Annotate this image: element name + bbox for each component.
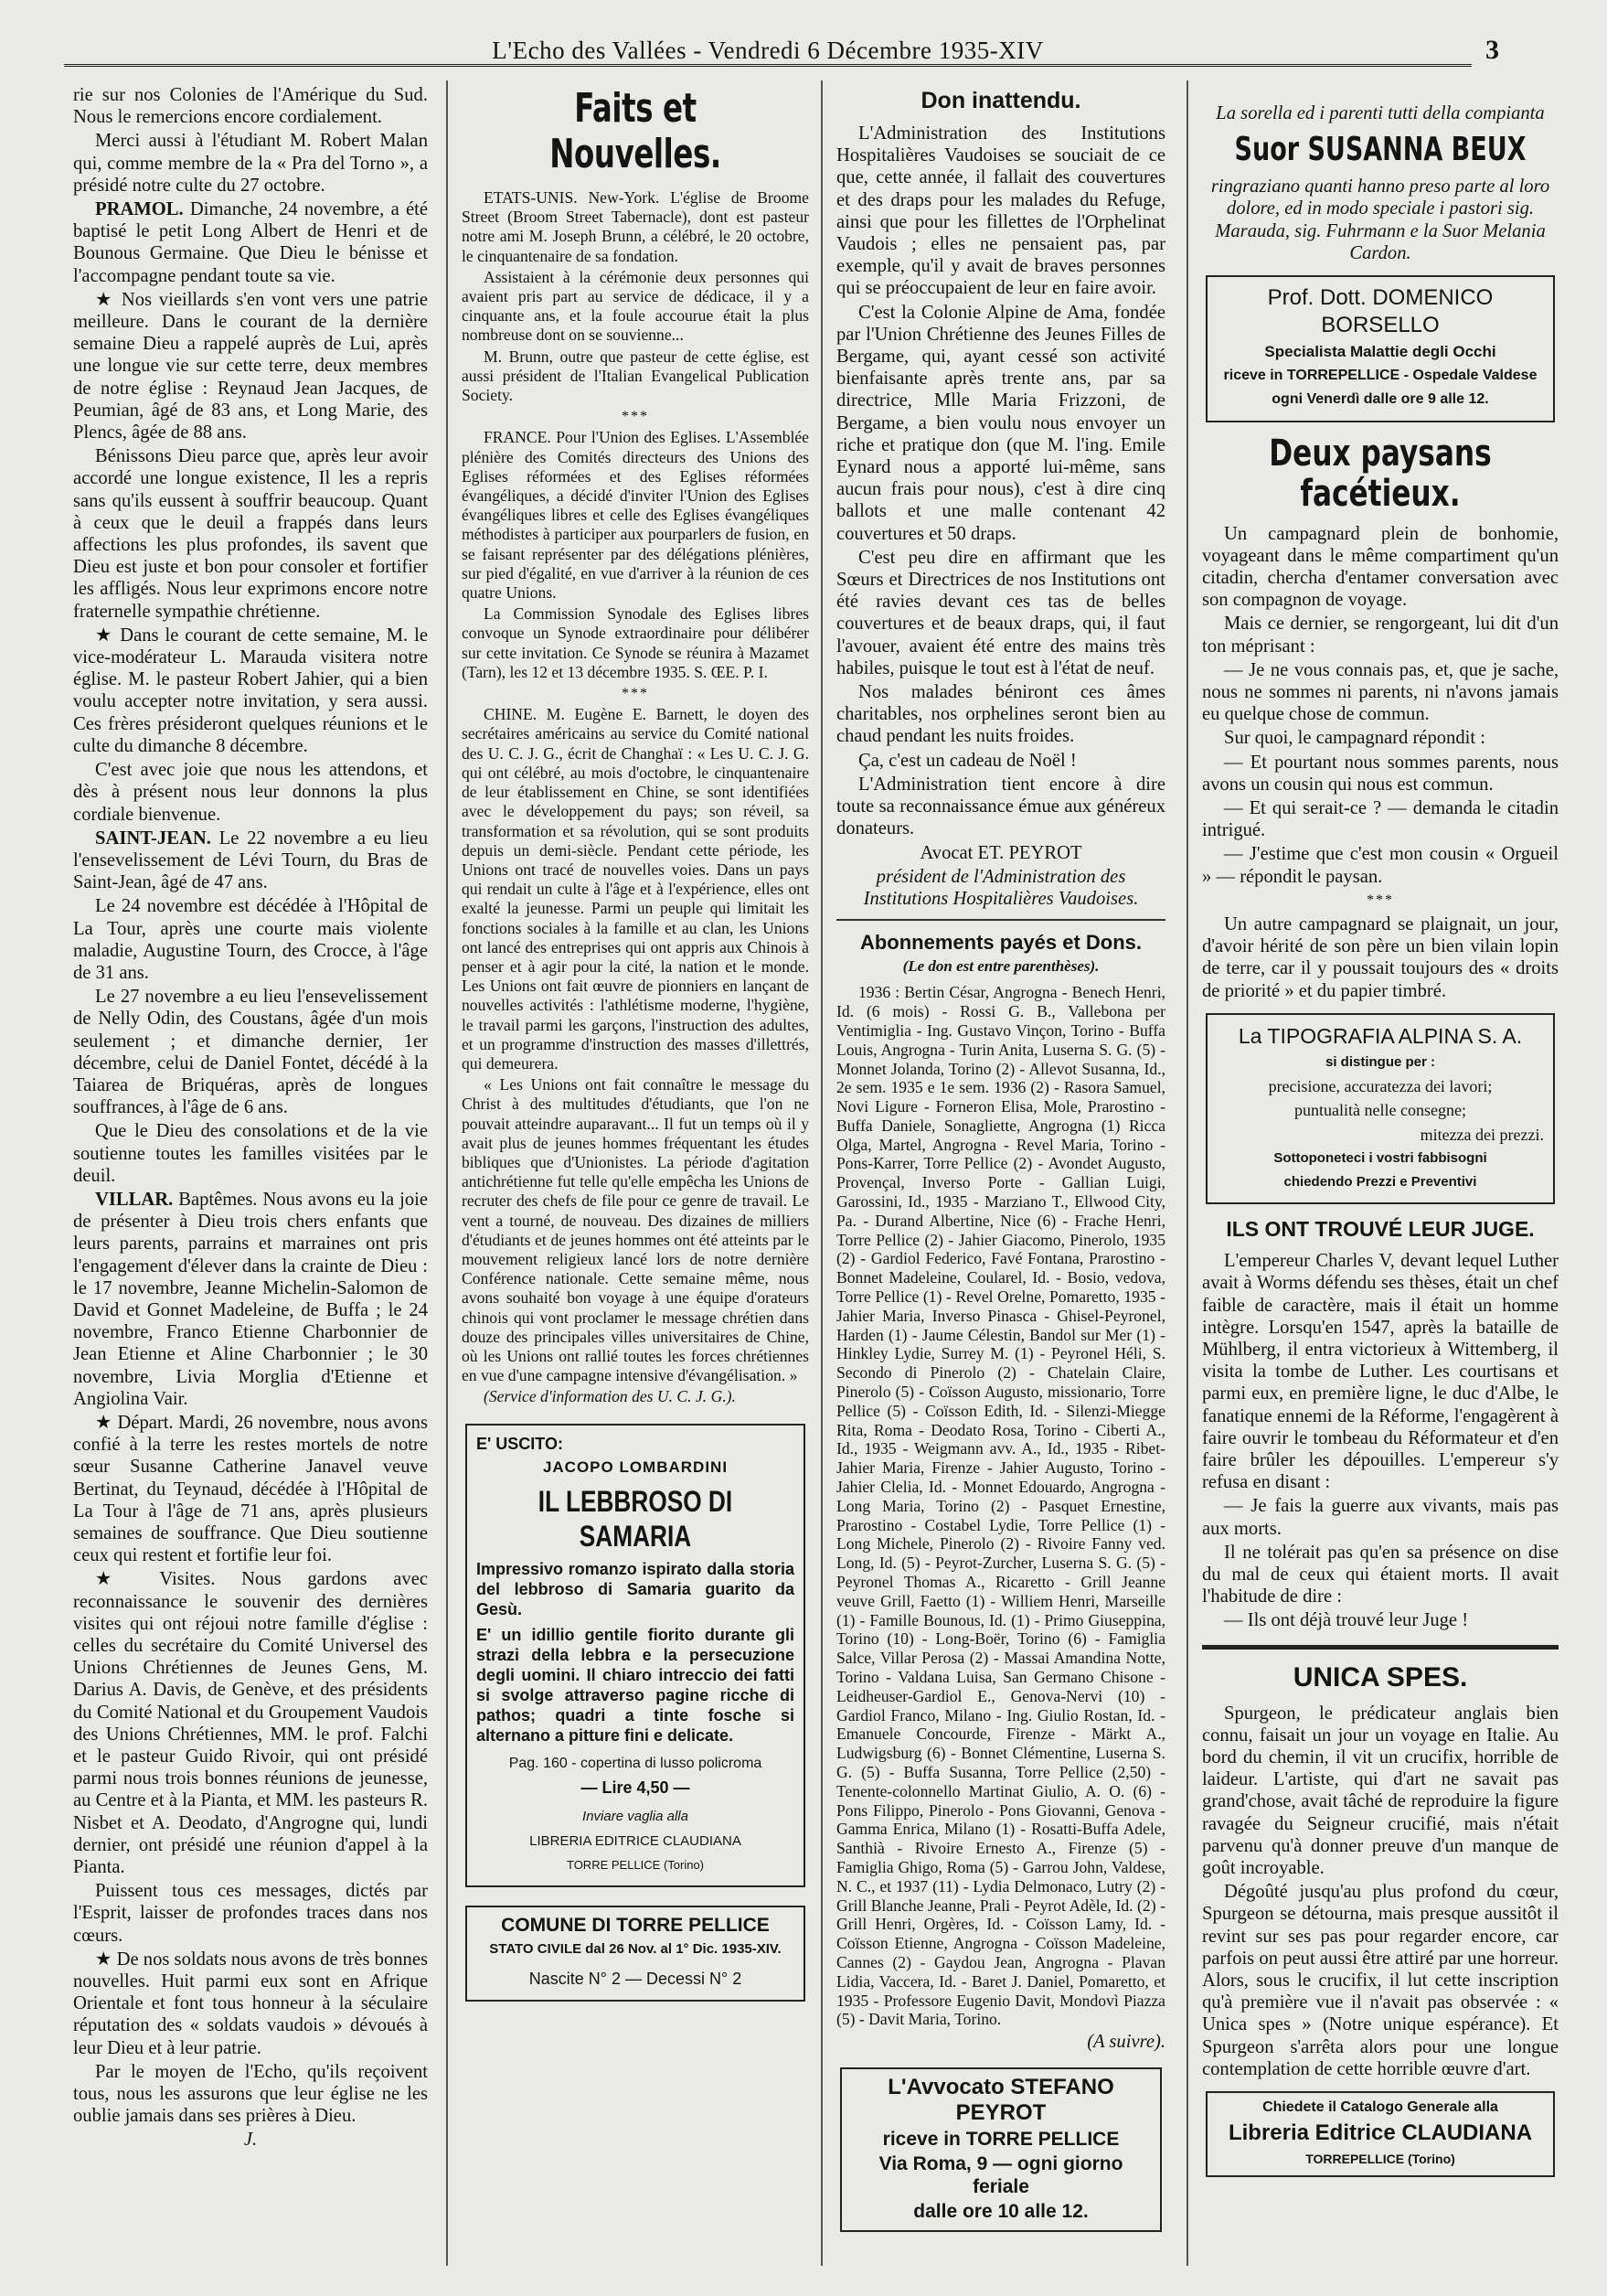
paragraph: La Commission Synodale des Eglises libres convoque un Synode extraordinaire pour délibérer sur cette invitation. Ce Synode se réunira à Mazamet (Tarn), les 12 et 13 décembre 1935. S. ŒE. P. I. (462, 604, 809, 681)
paragraph: L'empereur Charles V, devant lequel Luther avait à Worms défendu ses thèses, était un chef faible de caractère, mais il était un homme intègre. Lorsqu'en 1547, après la bataille de Mühlberg, il entra victorieux à Wittemberg, il visita la tombe de Luther. Les courtisans et parmi eux, en première ligne, le duc d'Albe, le fanatique ennemi de la Réforme, l'engagèrent à faire ouvrir le tombeau du Réformateur et d'en faire brûler les dépouilles. L'empereur s'y refusa en disant : (1202, 1251, 1559, 1493)
column-3 (836, 84, 1165, 2260)
paragraph: rie sur nos Colonies de l'Amérique du Sud. Nous le remercions encore cordialement. (73, 85, 428, 128)
ad-line: chiedendo Prezzi e Preventivi (1283, 1173, 1477, 1190)
obituary-notice (1202, 102, 1559, 264)
section-title: Abonnements payés et Dons. (859, 931, 1143, 955)
paragraph: Nos malades béniront ces âmes charitables, nos orphelines seront bien au chaud pendant les nuits froides. (836, 682, 1165, 747)
ad-line: La TIPOGRAFIA ALPINA S. A. (1238, 1023, 1523, 1048)
paragraph: Puissent tous ces messages, dictés par l'Esprit, laisser de profondes traces dans nos cœurs. (73, 1881, 428, 1946)
paragraph-text: Dimanche, 24 novembre, a été baptisé le petit Long Albert de Henri et de Bounous Germaine. Que Dieu le bénisse et l'accompagne pendant toute sa vie. (73, 199, 428, 286)
ad-line: ogni Venerdì dalle ore 9 alle 12. (1272, 391, 1489, 408)
ad-pages: Pag. 160 - copertina di lusso policroma (508, 1756, 762, 1771)
book-advertisement (465, 1424, 805, 1887)
paragraph: Mais ce dernier, se rengorgeant, lui dit d'un ton méprisant : (1202, 614, 1559, 657)
paragraph: — Je fais la guerre aux vivants, mais pas aux morts. (1202, 1496, 1559, 1539)
paragraph (73, 828, 428, 894)
ad-author: JACOPO LOMBARDINI (542, 1458, 729, 1476)
paragraph: M. Brunn, outre que pasteur de cette église, est aussi président de l'Italian Evangelical Publication Society. (462, 347, 809, 405)
obituary-thanks: ringraziano quanti hanno preso parte al loro dolore, ed in modo speciale i pastori sig. Marauda, sig. Fuhrmann e la Suor Melania Cardon. (1210, 176, 1550, 263)
paragraph: Ça, c'est un cadeau de Noël ! (858, 750, 1077, 771)
paragraph: — Ils ont déjà trouvé leur Juge ! (1224, 1610, 1469, 1631)
ad-book-title: IL LEBBROSO DI SAMARIA (537, 1485, 733, 1553)
paragraph: Il ne tolérait pas qu'en sa présence on dise du mal de ceux qui étaient morts. Il avait l'habitude de dire : (1202, 1542, 1559, 1607)
paragraph: ★ Visites. Nous gardons avec reconnaissance le souvenir des dernières visites qui ont réjoui notre famille d'église : celles du secrétaire du Comité Universel des Unions Chrétiennes de Jeunes Gens, M. Darius A. Davis, de Genève, et des présidents du Comité National et du Groupement Vaudois des Unions Chrétiennes, MM. le prof. Falchi et le pasteur Guido Rivoir, qui ont présidé parmi nous trois bonnes réunions de jeunesse, au Centre et à la Pianta, et MM. les pasteurs R. Nisbet et A. Deodato, d'Angrogne qui, lundi dernier, ont présidé une réunion d'appel à la Pianta. (73, 1569, 428, 1878)
section-rule (1202, 1645, 1559, 1650)
source-credit: (Service d'information des U. C. J. G.). (484, 1387, 736, 1406)
paragraph: « Les Unions ont fait connaître le message du Christ à des multitudes d'étudiants, que l'on ne pouvait atteindre auparavant... Il fut un temps où il y avait plus de jeunes hommes fréquentant les études bibliques que d'Unionistes. La période d'agitation antichrétienne fut telle qu'elle empêcha les Unions de recruter des chefs de file pour ce genre de travail. Le vent a tourné, de nouveau. Des dizaines de milliers d'étudiants et de jeunes hommes ont été atteints par le mouvement religieux lancé lors de notre dernière Conférence nationale. Cette semaine même, nous avons souhaité bon voyage à une équipe d'orateurs chinois qui vont proclamer le message chrétien dans douze des principales villes universitaires de Chine, où les Unions ont rallié toutes les forces chrétiennes en vue d'une campagne intensive d'évangélisation. » (462, 1075, 809, 1385)
paragraph: Spurgeon, le prédicateur anglais bien connu, faisait un jour un voyage en Italie. Au bord du chemin, il vit un crucifix, horrible de laideur. L'artiste, qui d'art ne savait pas grand'chose, avait tâché de reproduire la figure ravagée du Seigneur crucifié, mais n'était parvenu qu'à donner preuve d'un manque de goût incroyable. (1202, 1703, 1559, 1878)
civil-registry-box (465, 1906, 805, 2002)
paragraph: Sur quoi, le campagnard répondit : (1224, 728, 1485, 749)
ad-line: Libreria Editrice CLAUDIANA (1228, 2120, 1533, 2146)
ad-line: Chiedete il Catalogo Generale alla (1262, 2099, 1498, 2116)
ad-line: precisione, accuratezza dei lavori; (1268, 1077, 1493, 1096)
paragraph: ★ De nos soldats nous avons de très bonnes nouvelles. Huit parmi eux sont en Afrique Orientale et font tous honneur à la séculaire réputation des « soldats vaudois » dévoués à leur Dieu et à leur patrie. (73, 1949, 428, 2058)
parish-name: SAINT-JEAN. (95, 828, 211, 849)
signature-title: président de l'Administration des Institutions Hospitalières Vaudoises. (863, 866, 1139, 909)
paragraph: Assistaient à la cérémonie deux personnes qui avaient pris part au service de dédicace, il y a cinquante ans, et la foule accourue était la plus nombreuse dont on se souvienne... (462, 267, 809, 345)
separator-stars: *** (622, 686, 649, 702)
paragraph: Un autre campagnard se plaignait, un jour, d'avoir hérité de son père un bien vilain lopin de terre, car il y poussait toujours des « droits de priorité » et du papier timbré. (1202, 914, 1559, 1001)
paragraph: Dégoûté jusqu'au plus profond du cœur, Spurgeon se détourna, mais presque aussitôt il revint sur ses pas pour regarder encore, car parfois on peut aussi être attiré par une horreur. Alors, sous le crucifix, il lut cette inscription qu'à première vue il n'avait pas observée : « Unica spes » (Notre unique espérance). Et Spurgeon s'arrêta alors pour une longue contemplation de cette horrible œuvre d'art. (1202, 1882, 1559, 2079)
paragraph: — J'estime que c'est mon cousin « Orgueil » — répondit le paysan. (1202, 844, 1559, 887)
obituary-intro: La sorella ed i parenti tutti della compianta (1216, 103, 1545, 123)
signature: J. (243, 2130, 258, 2151)
paragraph: ★ Dans le courant de cette semaine, M. le vice-modérateur L. Marauda visitera notre église. M. le pasteur Robert Jahier, qui a bien voulu accepter notre invitation, y sera aussi. Ces frères présideront quelques réunions et le culte du dimanche 8 décembre. (73, 625, 428, 756)
ad-line: dalle ore 10 alle 12. (913, 2201, 1089, 2223)
ad-publisher-city: TORRE PELLICE (Torino) (566, 1857, 705, 1872)
section-title: ILS ONT TROUVÉ LEUR JUGE. (1226, 1217, 1535, 1242)
ad-order-note: Inviare vaglia alla (582, 1809, 688, 1825)
registry-title: COMUNE DI TORRE PELLICE (501, 1915, 770, 1937)
paragraph: Merci aussi à l'étudiant M. Robert Malan qui, comme membre de la « Pra del Torno », a présidé notre culte du 27 octobre. (73, 131, 428, 196)
signature: Avocat ET. PEYROT (920, 842, 1082, 863)
ad-line: riceve in TORRE PELLICE (882, 2129, 1120, 2151)
paragraph: Que le Dieu des consolations et de la vie soutienne toutes les familles visitées par le deuil. (73, 1121, 428, 1186)
subscription-list: 1936 : Bertin César, Angrogna - Benech Henri, Id. (6 mois) - Rossi G. B., Vallebona per Ventimiglia - Ing. Gustavo Vinçon, Torino - Buffa Louis, Angrogna - Turin Anita, Luserna S. G. (5) - Monnet Jolanda, Torino (2) - Allevot Susanna, Id., 2e sem. 1935 e 1e sem. 1936 (2) - Rasora Samuel, Novi Ligure - Forneron Elisa, Mole, Prarostino - Buffa Daniele, Sonagliette, Angrogna (1) Ricca Olga, Martel, Angrogna - Revel Maria, Torino - Pons-Karrer, Torre Pellice (2) - Avondet Augusto, Provençal, Inverso Porte - Gallian Luigi, Garossini, Id., 1935 - Marziano T., Ellwood City, Pa. - Durand Albertine, Nice (6) - Frache Henri, Torre Pellice (2) - Jahier Giacomo, Pinerolo, 1935 (2) - Gardiol Federico, Favé Fontana, Prarostino - Bonnet Madeleine, Coularel, Id. - Bosio, vedova, Torre Pellice (1) - Revel Orelne, Pomaretto, 1935 - Jahier Maria, Inverso Pinasca - Ghisel-Peyronel, Harden (1) - Jaume Célestin, Bandol sur Mer (1) - Hinkley Lydie, Surrey M. (1) - Peyronel Héli, S. Secondo di Pinerolo (2) - Chatelain Claire, Pinerolo (5) - Coïsson Augusto, missionario, Torre Pellice (5) - Coïsson Edith, Id. - Silenzi-Miegge Rita, Roma - Deodato Rosa, Torino - Ciberti A., Id., 1935 - Weigmann avv. A., Id., 1935 - Ribet-Jahier Maria, Firenze - Jahier Augusto, Torino - Jahier Clelia, Id. - Monnet Edouardo, Angrogna - Long Maria, Torino (2) - Pasquet Ernestine, Prarostino - Costabel Lydie, Torre Pellice (1) - Long Michele, Pinerolo (2) - Rivoire Fanny ved. Long, Id. (5) - Peyrot-Zurcher, Luserna S. G. (5) - Peyronel Thomas A., Ricaretto - Grill Jeanne veuve Grill, Faetto (1) - Williem Henri, Marseille (1) - Famille Bounous, Id. (1) - Primo Giuseppina, Torino (10) - Long-Boër, Torino (6) - Famiglia Salce, Villar Perosa (2) - Massai Amandina Notte, Torino - Valdana Luisa, San Germano Chisone - Leidheuser-Gardiol E., Genova-Nervi (10) - Gardiol Franco, Milano - Ing. Giulio Rostan, Id. - Emanuele Concourde, Firenze - Märkt A., Ludwigsburg (6) - Bonnet Clémentine, Luserna S. G. (5) - Buffa Susanna, Torre Pellice (2,50) - Tenente-colonnello Martinat Giulio, A. O. (6) - Pons Filippo, Pinerolo - Pons Giovanni, Genova - Gamma Enrica, Milano (1) - Rosatti-Buffa Adele, Santhià - Rivoire Ernesto A., Firenze (5) - Famiglia Ghigo, Roma (5) - Garrou John, Valdese, N. C., et 1937 (11) - Lydia Delmonaco, Lutry (2) - Grill Blanche Jeanne, Prali - Peyrot Adèle, Id. (2) - Grill Henri, Orgères, Id. - Coïsson Lamy, Id. - Coïsson Etienne, Angrogna - Coïsson Madeleine, Cannes (2) - Gaydou Jean, Angrogna - Plavan Lidia, Vaccera, Id. - Baret J. Daniel, Pomaretto, et 1935 - Professore Eugenio Davit, Mondovì Piazza (5) - Davit Maria, Torino. (836, 983, 1165, 2029)
paragraph: ETATS-UNIS. New-York. L'église de Broome Street (Broom Street Tabernacle), dont est pasteur notre ami M. Joseph Brunn, a célébré, le 20 octobre, le cinquantenaire de sa fondation. (462, 188, 809, 265)
ad-kicker: E' USCITO: (476, 1434, 563, 1453)
separator-stars: *** (1367, 892, 1394, 908)
ad-line: mitezza dei prezzi. (1420, 1125, 1544, 1144)
paragraph: CHINE. M. Eugène E. Barnett, le doyen des secrétaires américains au service du Comité national des U. C. J. G., écrit de Changhaï : « Les U. C. J. G. qui ont célébré, au mois d'octobre, le cinquantenaire de leur établissement en Chine, se sont identifiées avec le développement du pays; son réveil, sa transformation et sa révolution, qui se sont produits depuis un demi-siècle. Pendant cette période, les Unions ont tracé de nouvelles voies. Dans un pays qui rendait un culte à l'âge et à l'expérience, elles ont exalté la jeunesse. Parmi un peuple qui limitait les fonctions sociales à la famille et au clan, les Unions ont lancé des entreprises qui ont appris aux Chinois à penser et à agir pour la cité, la nation et le monde. Les Unions ont fait œuvre de pionniers en lançant de nouvelles activités : l'athlétisme moderne, l'hygiène, le travail parmi les garçons, l'instruction des adultes, et un programme d'instruction des masses d'illettrés, qui demeurera. (462, 705, 809, 1073)
section-title: Faits et Nouvelles. (549, 85, 721, 177)
paragraph: — Je ne vous connais pas, et, que je sache, nous ne sommes ni parents, ni n'avons jamais eu quelque chose de commun. (1202, 659, 1559, 725)
paragraph: C'est peu dire en affirmant que les Sœurs et Directrices de nos Institutions ont été ravies devant ces tas de belles couvertures et de beaux draps, qui, il faut l'avouer, avaient été entre des mains très habiles, puisque le tout est à l'état de neuf. (836, 547, 1165, 678)
ad-line: Via Roma, 9 — ogni giorno feriale (878, 2153, 1123, 2198)
column-divider (1187, 80, 1188, 2266)
ad-line: L'Avvocato STEFANO PEYROT (888, 2075, 1114, 2126)
section-subtitle: (Le don est entre parenthèses). (902, 957, 1100, 976)
paragraph: FRANCE. Pour l'Union des Eglises. L'Assemblée plénière des Comités directeurs des Unions des Eglises réformées et des Eglises réformées évangéliques, a décidé d'inviter l'Union des Eglises évangéliques libres et celle des Eglises évangéliques méthodistes à participer aux pourparlers de fusion, en se faisant représenter par des délégations plénières, sur pied d'égalité, en vue d'arriver à la réunion de ces quatre Unions. (462, 428, 809, 603)
column-4 (1202, 84, 1559, 2260)
column-1 (73, 84, 428, 2260)
paragraph: Le 27 novembre a eu lieu l'ensevelissement de Nelly Odin, des Coustans, âgée d'un mois seulement ; et dimanche dernier, 1er décembre, celui de Daniel Fontet, décédé à la Taiarea de Briquéras, après de longues souffrances, à l'âge de 6 ans. (73, 987, 428, 1118)
ad-line: TORREPELLICE (Torino) (1305, 2152, 1455, 2167)
paragraph-text: Baptêmes. Nous avons eu la joie de présenter à Dieu trois chers enfants que leurs parents, parrains et marraines ont pris l'engagement d'élever dans la crainte de Dieu : le 17 novembre, Jeanne Michelin-Salomon de David et Gonnet Madeleine, de Buffa ; le 24 novembre, Franco Etienne Charbonnier de Jean Etienne et Aline Charbonnier ; le 30 novembre, Livia Morglia d'Etienne et Angiolina Vair. (73, 1189, 428, 1409)
registry-counts: Nascite N° 2 — Decessi N° 2 (528, 1970, 742, 1989)
ad-line: Prof. Dott. DOMENICO BORSELLO (1267, 285, 1494, 338)
printing-advertisement (1206, 1013, 1555, 1204)
ad-description: Impressivo romanzo ispirato dalla storia del lebbroso di Samaria guarito da Gesù. (476, 1560, 794, 1618)
ad-line: Sottoponeteci i vostri fabbisogni (1273, 1149, 1487, 1166)
ad-line: Specialista Malattie degli Occhi (1264, 343, 1496, 361)
section-title: Don inattendu. (921, 88, 1081, 113)
paragraph: — Et pourtant nous sommes parents, nous avons un cousin qui nous est commun. (1202, 752, 1559, 795)
section-rule (836, 919, 1165, 921)
paragraph (73, 1189, 428, 1410)
section-title: UNICA SPES. (1293, 1661, 1468, 1693)
ad-publisher: LIBRERIA EDITRICE CLAUDIANA (529, 1832, 741, 1849)
catalog-advertisement (1206, 2091, 1555, 2177)
paragraph: ★ Nos vieillards s'en vont vers une patrie meilleure. Dans le courant de la dernière semaine Dieu a rappelé auprès de Lui, après une longue vie sur cette terre, deux membres de notre église : Reynaud Jean Jacques, de Peumian, âgé de 83 ans, et Long Marie, des Plencs, âgée de 88 ans. (73, 289, 428, 443)
doctor-advertisement (1206, 275, 1555, 422)
column-divider (821, 80, 823, 2266)
paragraph-text: Le 22 novembre a eu lieu l'ensevelissement de Lévi Tourn, du Bras de Saint-Jean, âgé de 47 ans. (73, 828, 428, 893)
paragraph: Un campagnard plein de bonhomie, voyageant dans le même compartiment qu'un citadin, chercha d'entamer conversation avec son compagnon de voyage. (1202, 523, 1559, 611)
separator-stars: *** (622, 409, 649, 425)
parish-name: VILLAR. (95, 1189, 174, 1210)
paragraph: Bénissons Dieu parce que, après leur avoir accordé une longue existence, Il les a repris sans qu'ils eussent à souffrir beaucoup. Quant à ceux que le deuil a frappés dans leurs affections les plus profondes, ils savent que Dieu est juste et bon pour consoler et fortifier les affligés. Nous leur exprimons encore notre fraternelle sympathie chrétienne. (73, 446, 428, 622)
paragraph: Le 24 novembre est décédée à l'Hôpital de La Tour, après une courte mais violente maladie, Augustine Tourn, des Crocce, à l'âge de 31 ans. (73, 896, 428, 983)
masthead-title: L'Echo des Vallées - Vendredi 6 Décembre 1935-XIV (492, 37, 1044, 64)
news-body (462, 188, 809, 1407)
column-divider (446, 80, 448, 2266)
ad-price: — Lire 4,50 — (580, 1778, 690, 1798)
registry-subtitle: STATO CIVILE dal 26 Nov. al 1° Dic. 1935-XIV. (489, 1941, 782, 1958)
ad-line: puntualità nelle consegne; (1294, 1101, 1466, 1120)
ad-line: si distingue per : (1325, 1053, 1435, 1070)
page-header (64, 35, 1499, 67)
paragraph: Par le moyen de l'Echo, qu'ils reçoivent tous, nous les assurons que leur église ne les oublie jamais dans ses prières à Dieu. (73, 2061, 428, 2127)
obituary-name: Suor SUSANNA BEUX (1234, 131, 1527, 169)
paragraph: C'est avec joie que nous les attendons, et dès à présent nous leur donnons la plus cordiale bienvenue. (73, 760, 428, 825)
lawyer-advertisement (840, 2067, 1162, 2232)
parish-name: PRAMOL. (95, 199, 184, 220)
page-number: 3 (1485, 35, 1499, 65)
section-title: Deux paysans facétieux. (1269, 432, 1492, 515)
continued-note: (A suivre). (1087, 2032, 1165, 2053)
paragraph: C'est la Colonie Alpine de Ama, fondée par l'Union Chrétienne des Jeunes Filles de Bergame, qui, ayant cessé son activité bienfaisante après trente ans, par sa directrice, Mlle Maria Frizzoni, de Bergame, a bien voulu nous envoyer un riche et pratique don (que M. l'ing. Emile Eynard nous a apporté lui-même, sans aucun frais pour nous), c'est à dire cinq ballots et une malle contenant 42 couvertures et 50 draps. (836, 302, 1165, 544)
column-2 (462, 84, 809, 2260)
paragraph: ★ Départ. Mardi, 26 novembre, nous avons confié à la terre les restes mortels de notre sœur Susanne Catherine Janavel veuve Bertinat, du Teynaud, décédée à l'Hôpital de La Tour à l'âge de 71 ans, après plusieurs semaines de souffrance. Que Dieu soutienne ceux qui restent et fortifie leur foi. (73, 1412, 428, 1566)
paragraph: — Et qui serait-ce ? — demanda le citadin intrigué. (1202, 798, 1559, 841)
ad-description: E' un idillio gentile fiorito durante gli strazi della lebbra e la persecuzione degli uomini. Il chiaro intreccio dei fatti si svolge attraverso pagine ricche di pathos; quadri a tinte fosche si alternano a pitture fini e delicate. (476, 1626, 794, 1745)
paragraph: L'Administration tient encore à dire toute sa reconnaissance émue aux généreux donateurs. (836, 774, 1165, 839)
ad-line: riceve in TORREPELLICE - Ospedale Valdese (1223, 368, 1538, 384)
paragraph (73, 198, 428, 287)
paragraph: L'Administration des Institutions Hospitalières Vaudoises se souciait de ce que, cette année, il fallait des couvertures et des draps pour les malades du Refuge, ainsi que pour les fillettes de l'Orphelinat Vaudois ; elles ne pensaient pas, par exemple, qu'il y avait de braves personnes qui se préoccupaient de leur en faire avoir. (836, 123, 1165, 299)
